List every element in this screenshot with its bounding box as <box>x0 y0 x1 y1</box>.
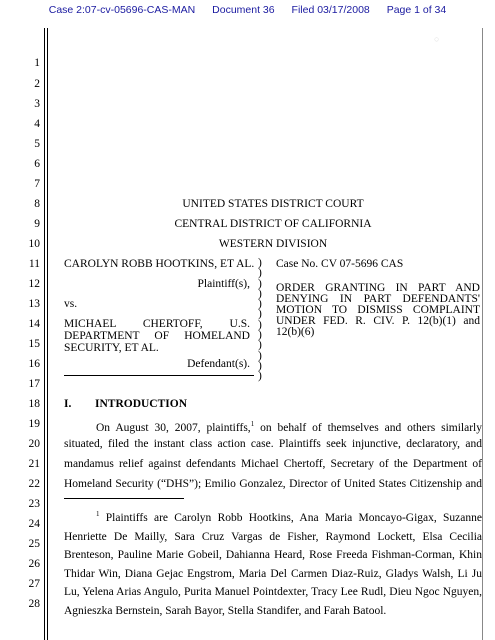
court-district: CENTRAL DISTRICT OF CALIFORNIA <box>174 218 372 230</box>
section-title: INTRODUCTION <box>95 398 188 410</box>
versus-label: vs. <box>64 298 78 310</box>
header-document-number: Document 36 <box>212 4 275 16</box>
left-margin-rule-inner <box>47 28 48 640</box>
line-number: 13 <box>28 298 40 310</box>
line-number: 27 <box>28 578 40 590</box>
line-number: 22 <box>28 478 40 490</box>
line-number: 3 <box>34 98 40 110</box>
order-title-line5: 12(b)(6) <box>276 326 315 338</box>
line-number: 2 <box>34 78 40 90</box>
footnote-marker: 1 <box>96 510 100 518</box>
line-number: 5 <box>34 138 40 150</box>
header-page-count: Page 1 of 34 <box>386 4 447 16</box>
left-margin-rule-outer <box>44 28 45 640</box>
line-number: 11 <box>28 258 40 270</box>
defendant-name-line3: SECURITY, ET AL. <box>64 342 159 354</box>
line-number: 20 <box>28 438 40 450</box>
line-number: 18 <box>28 398 40 410</box>
defendant-name-line1: MICHAEL CHERTOFF, U.S. <box>64 318 250 330</box>
order-title-line1: ORDER GRANTING IN PART AND <box>276 282 480 294</box>
defendant-role: Defendant(s). <box>187 358 250 370</box>
line-number: 14 <box>28 318 40 330</box>
body-line-22: Homeland Security (“DHS”); Emilio Gonzalez, Director of United States Citizenship and <box>64 478 482 490</box>
header-filed-date: Filed 03/17/2008 <box>291 4 370 16</box>
line-number: 23 <box>28 498 40 510</box>
order-title-line3: MOTION TO DISMISS COMPLAINT <box>276 304 480 316</box>
caption-paren-column: ) ) ) ) ) ) ) ) ) ) ) ) <box>258 257 262 383</box>
line-number: 1 <box>34 57 40 69</box>
footnote-separator <box>64 498 184 499</box>
body-line-21: mandamus relief against defendants Michael Chertoff, Secretary of the Department of <box>64 458 482 470</box>
line-number: 28 <box>28 598 40 610</box>
order-title-line2: DENYING IN PART DEFENDANTS' <box>276 293 480 305</box>
line-number: 15 <box>28 338 40 350</box>
line-number: 6 <box>34 158 40 170</box>
footnote <box>64 505 482 621</box>
section-number: I. <box>64 398 72 410</box>
line-number: 19 <box>28 418 40 430</box>
body-line-20: situated, filed the instant class action case. Plaintiffs seek injunctive, declaratory, and <box>64 438 482 450</box>
filing-header <box>0 4 495 16</box>
case-number: Case No. CV 07-5696 CAS <box>276 258 404 270</box>
footnote-reference: 1 <box>250 420 255 428</box>
defendant-name-line2: DEPARTMENT OF HOMELAND <box>64 330 250 342</box>
court-division: WESTERN DIVISION <box>218 238 328 250</box>
line-number: 21 <box>28 458 40 470</box>
watermark-mark: ○ <box>434 34 440 44</box>
right-margin-rule <box>482 28 483 640</box>
line-number: 24 <box>28 518 40 530</box>
caption-underline <box>64 375 254 376</box>
body-line-19-end: on behalf of themselves and others similarly <box>254 422 482 434</box>
line-number: 25 <box>28 538 40 550</box>
body-line-19 <box>96 418 482 435</box>
plaintiff-name: CAROLYN ROBB HOOTKINS, ET AL. <box>64 258 255 270</box>
line-number: 10 <box>28 238 40 250</box>
line-number: 16 <box>28 358 40 370</box>
line-number: 12 <box>28 278 40 290</box>
line-number: 26 <box>28 558 40 570</box>
body-line-19-start: On August 30, 2007, plaintiffs, <box>96 422 251 434</box>
plaintiff-role: Plaintiff(s), <box>197 278 250 290</box>
line-number: 17 <box>28 378 40 390</box>
line-number: 7 <box>34 178 40 190</box>
order-title-line4: UNDER FED. R. CIV. P. 12(b)(1) and <box>276 315 480 327</box>
line-number: 4 <box>34 118 40 130</box>
footnote-text: Plaintiffs are Carolyn Robb Hootkins, Ana Maria Moncayo-Gigax, Suzanne Henriette De Mailly, Sara Cruz Vargas de Fisher, Raymond Lockett, Elsa Cecilia Brenteson, Pauline Marie Gobeil, Dahianna Heard, Rose Freeda Fishman-Corman, Khin Thidar Win, Diana Gejac Engstrom, Maria Del Carmen Diaz-Ruiz, Gladys Walsh, Li Ju Lu, Yelena Arias Angulo, Purita Manuel Pointdexter, Tracy Lee Rudl, Dieu Ngoc Nguyen, Agnieszka Bernstein, Sarah Bayor, Stella Standifer, and Farah Batool. <box>64 512 482 617</box>
line-number: 8 <box>34 198 40 210</box>
court-name: UNITED STATES DISTRICT COURT <box>182 198 364 210</box>
line-number: 9 <box>34 218 40 230</box>
header-case-number: Case 2:07-cv-05696-CAS-MAN <box>48 4 196 16</box>
